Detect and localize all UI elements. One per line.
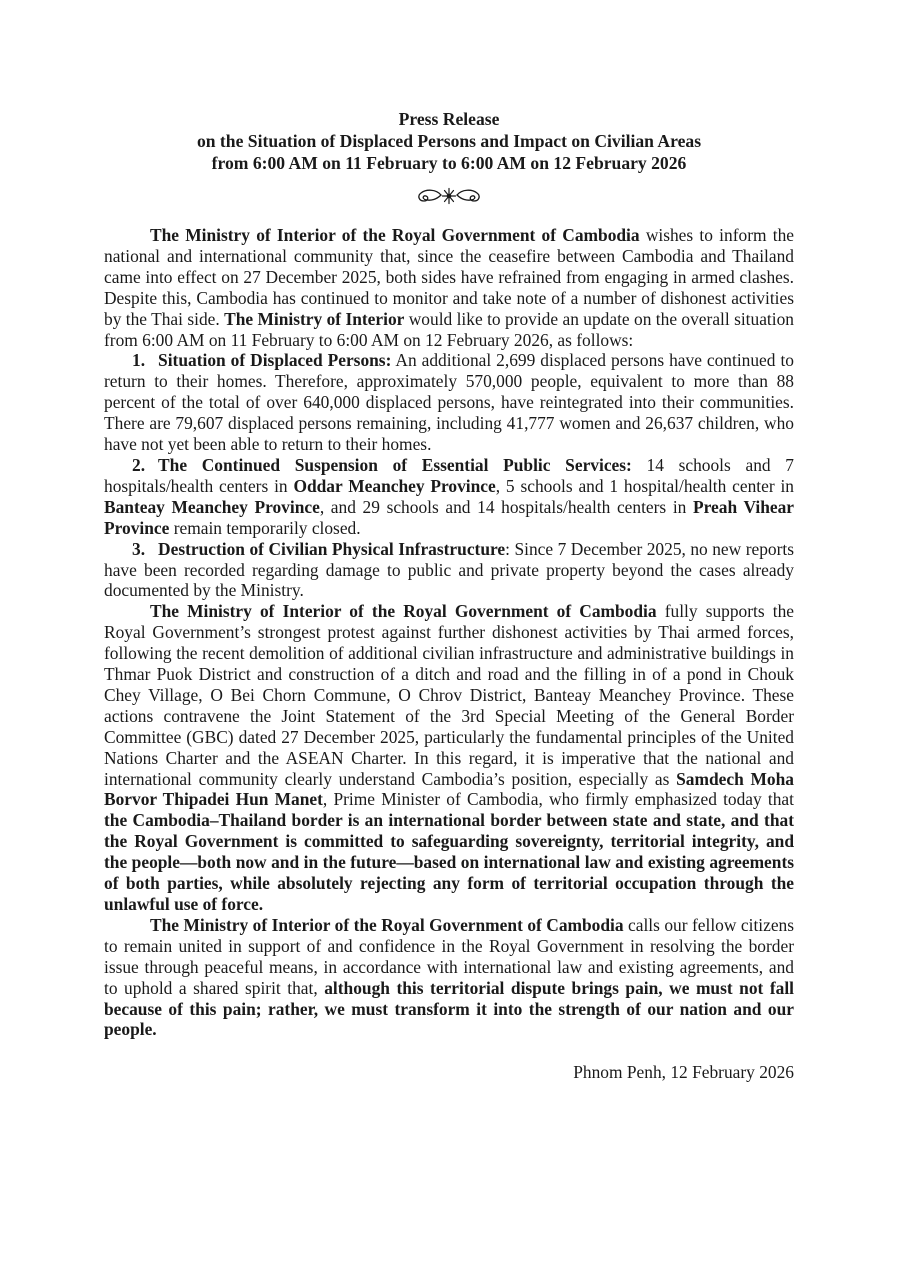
bold-text-segment: The Continued Suspension of Essential Public Services:	[158, 454, 632, 475]
bold-text-segment: Situation of Displaced Persons:	[158, 350, 392, 371]
closing-paragraph	[104, 915, 794, 1040]
item-2-suspension-of-public-services	[104, 455, 794, 539]
document-body	[104, 225, 794, 1040]
text-segment: , Prime Minister of Cambodia, who firmly emphasized today that	[322, 789, 794, 810]
text-segment: wishes to inform the national and international community that, since the ceasefire between Cambodia and Thailand came into effect on 27 December 2025, both sides have refrained from engaging in armed clashes. Despite this, Cambodia has continued to monitor and take note of a number of dishonest activities by the Thai side.	[104, 225, 794, 329]
protest-paragraph	[104, 601, 794, 915]
bold-text-segment: Samdech Moha Borvor Thipadei Hun Manet	[104, 768, 794, 810]
text-segment: fully supports the Royal Government’s strongest protest against further dishonest activities by Thai armed forces, following the recent demolition of additional civilian infrastructure and administrative buildings in Thmar Puok District and construction of a ditch and road and the filling in of a pond in Chouk Chey Village, O Bei Chorn Commune, O Chrov District, Banteay Meanchey Province. These actions contravene the Joint Statement of the 3rd Special Meeting of the General Border Committee (GBC) dated 27 December 2025, particularly the fundamental principles of the United Nations Charter and the ASEAN Charter. In this regard, it is imperative that the national and international community clearly understand Cambodia’s position, especially as	[104, 601, 795, 789]
item-number: 1.	[132, 350, 146, 371]
bold-text-segment: although this territorial dispute brings pain, we must not fall because of this pain; rather, we must transform it into the strength of our nation and our people.	[104, 977, 795, 1040]
item-number: 3.	[132, 538, 146, 559]
text-segment: : Since 7 December 2025, no new reports have been recorded regarding damage to public and private property beyond the cases already documented by the Ministry.	[104, 538, 794, 601]
item-number: 2.	[132, 454, 146, 475]
text-segment: , and 29 schools and 14 hospitals/health centers in	[319, 496, 694, 517]
bold-text-segment: The Ministry of Interior of the Royal Government of Cambodia	[150, 914, 624, 935]
text-segment: would like to provide an update on the overall situation from 6:00 AM on 11 February to 6:00 AM on 12 February 2026, as follows:	[104, 308, 794, 350]
dateline: Phnom Penh, 12 February 2026	[573, 1062, 794, 1082]
bold-text-segment: Destruction of Civilian Physical Infrastructure	[158, 538, 506, 559]
bold-text-segment: Oddar Meanchey Province	[293, 475, 496, 496]
bold-text-segment: Preah Vihear Province	[104, 496, 795, 538]
text-segment: calls our fellow citizens to remain united in support of and confidence in the Royal Government in resolving the border issue through peaceful means, in accordance with international law and existing agreements, and to uphold a shared spirit that,	[104, 914, 795, 998]
item-3-destruction-of-infrastructure	[104, 539, 794, 602]
bold-text-segment: The Ministry of Interior	[224, 308, 405, 329]
text-segment: An additional 2,699 displaced persons have continued to return to their homes. Therefore, approximately 570,000 people, equivalent to more than 88 percent of the total of over 640,000 displaced persons, have reintegrated into their communities. There are 79,607 displaced persons remaining, including 41,777 women and 26,637 children, who have not yet been able to return to their homes.	[104, 350, 794, 455]
intro-paragraph	[104, 225, 794, 350]
document-content	[104, 0, 794, 1040]
text-segment: remain temporarily closed.	[169, 517, 361, 538]
document-title	[104, 108, 794, 174]
title-line-2: on the Situation of Displaced Persons and Impact on Civilian Areas	[196, 131, 702, 151]
bold-text-segment: The Ministry of Interior of the Royal Government of Cambodia	[150, 601, 657, 622]
bold-text-segment: The Ministry of Interior of the Royal Government of Cambodia	[150, 225, 640, 245]
floral-divider-icon	[104, 186, 794, 206]
title-line-1: Press Release	[398, 109, 500, 129]
item-1-situation-of-displaced-persons	[104, 350, 794, 455]
text-segment: 14 schools and 7 hospitals/health centers in	[104, 454, 794, 496]
bold-text-segment: Banteay Meanchey Province	[104, 496, 320, 517]
title-line-3: from 6:00 AM on 11 February to 6:00 AM on 12 February 2026	[211, 153, 687, 173]
text-segment: , 5 schools and 1 hospital/health center in	[495, 475, 794, 496]
bold-text-segment: the Cambodia–Thailand border is an international border between state and state, and that the Royal Government is committed to safeguarding sovereignty, territorial integrity, and the people—both now and in the future—based on international law and existing agreements of both parties, while absolutely rejecting any form of territorial occupation through the unlawful use of force.	[104, 810, 794, 914]
